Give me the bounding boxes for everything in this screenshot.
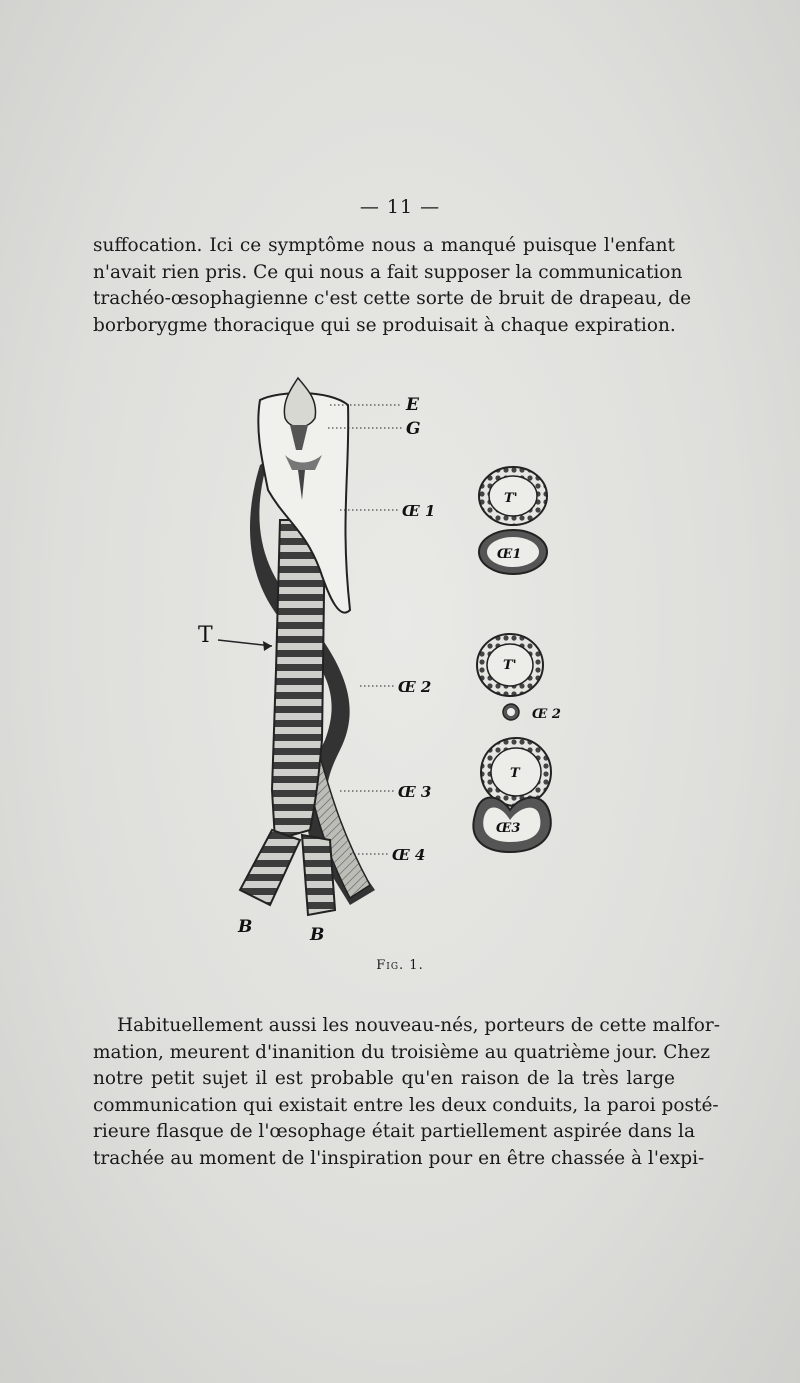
label-E: E xyxy=(406,395,419,415)
label-section2-oe: Œ 2 xyxy=(532,707,561,722)
anatomical-figure xyxy=(190,370,590,940)
label-oe1: Œ 1 xyxy=(402,502,436,520)
text-line: mation, meurent d'inanition du troisième au quatrième jour. Chez xyxy=(93,1041,711,1063)
label-oe4: Œ 4 xyxy=(392,846,426,864)
label-T: T xyxy=(198,623,213,648)
trachea-drawing xyxy=(240,520,335,915)
label-G: G xyxy=(406,419,421,439)
text-line: trachée au moment de l'inspiration pour en être chassée à l'expi- xyxy=(93,1147,705,1169)
text-line: n'avait rien pris. Ce qui nous a fait supposer la communication xyxy=(93,261,683,283)
label-oe3: Œ 3 xyxy=(398,783,432,801)
text-line: notre petit sujet il est probable qu'en raison de la très large xyxy=(93,1068,675,1089)
label-section3-T: T xyxy=(510,766,520,781)
page-number: — 11 — xyxy=(359,196,441,218)
text-line: communication qui existait entre les deux conduits, la paroi posté- xyxy=(93,1094,719,1116)
label-B-right: B xyxy=(310,925,325,940)
label-section1-oe: Œ1 xyxy=(497,547,522,562)
text-line: Habituellement aussi les nouveau-nés, porteurs de cette malfor- xyxy=(117,1015,720,1036)
figure-caption: Fig. 1. xyxy=(376,958,424,973)
text-line: suffocation. Ici ce symptôme nous a manqué puisque l'enfant xyxy=(93,235,675,256)
text-line: rieure flasque de l'œsophage était partiellement aspirée dans la xyxy=(93,1121,695,1142)
paragraph-top xyxy=(93,233,692,339)
label-section2-T: T' xyxy=(503,658,517,673)
arrow-T xyxy=(218,640,272,651)
text-line: borborygme thoracique qui se produisait à chaque expiration. xyxy=(93,314,676,336)
paragraph-bottom xyxy=(93,1013,720,1172)
text-line: trachéo-œsophagienne c'est cette sorte de bruit de drapeau, de xyxy=(93,288,692,309)
label-section3-oe: Œ3 xyxy=(496,821,521,836)
label-B-left: B xyxy=(238,917,253,937)
label-oe2: Œ 2 xyxy=(398,678,432,696)
label-section1-T: T' xyxy=(504,491,518,506)
